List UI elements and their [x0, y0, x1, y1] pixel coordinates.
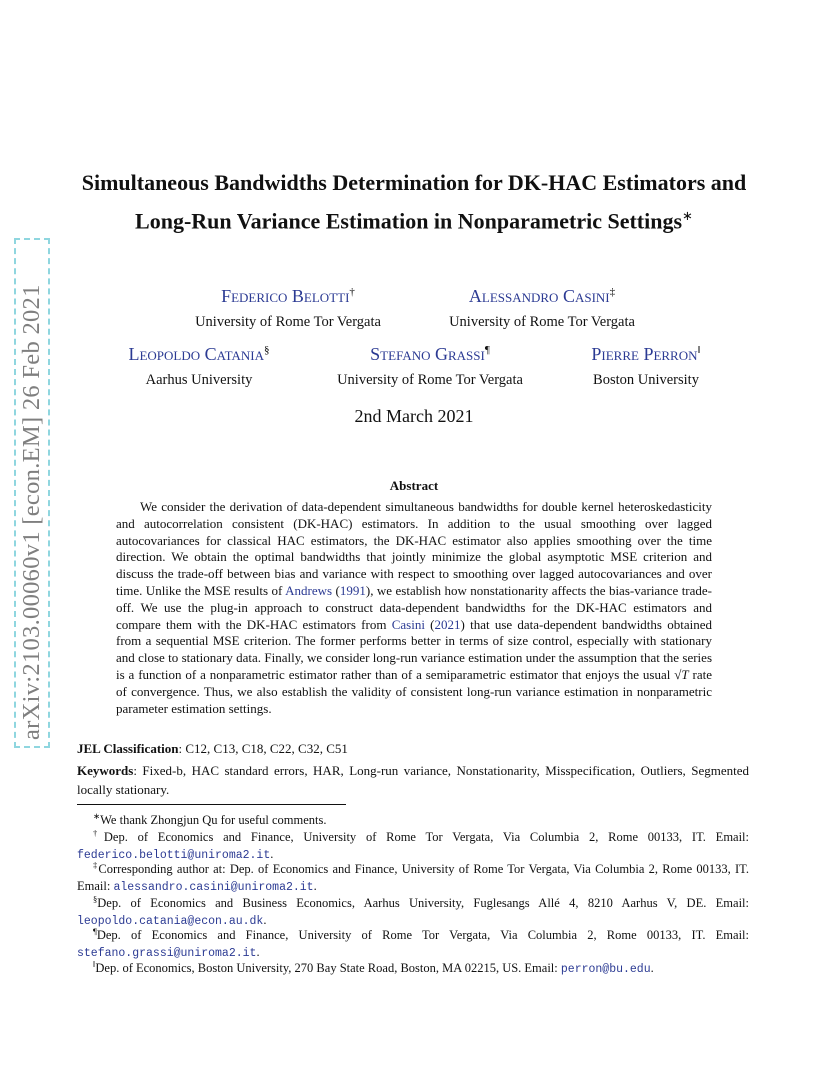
affiliation-grassi: University of Rome Tor Vergata: [337, 372, 523, 388]
author-name: Federico Belotti: [221, 286, 350, 306]
footnote-text: Dep. of Economics and Finance, University of Rome Tor Vergata, Via Columbia 2, Rome 00133, IT. Email:: [96, 928, 749, 943]
affiliation-casini: University of Rome Tor Vergata: [449, 314, 635, 330]
abstract-text: ), we establish how nonstationarity affects the bias-variance trade-off. We use the plug-in approach to construct data-dependent bandwidths for the DK-HAC estimators and compare them with the DK-HAC estimators from: [116, 582, 713, 632]
email-link[interactable]: stefano.grassi@uniroma2.it: [77, 946, 257, 960]
author-mark: †: [349, 286, 355, 298]
footnote-end: .: [313, 878, 317, 893]
author-mark: ¶: [484, 344, 490, 356]
author-name: Alessandro Casini: [468, 286, 610, 306]
abstract-body: [116, 499, 712, 717]
abstract-text: (: [424, 616, 435, 632]
footnote-text: Dep. of Economics, Boston University, 270 Bay State Road, Boston, MA 02215, US. Email:: [95, 961, 561, 976]
citation-year-link[interactable]: 1991: [339, 582, 366, 598]
author-mark: ‡: [609, 286, 616, 298]
paper-title: [60, 166, 768, 237]
keywords: [77, 761, 749, 799]
citation-link[interactable]: Casini: [391, 616, 425, 632]
paper-date: 2nd March 2021: [354, 406, 474, 426]
footnote-mark: ¶: [93, 926, 97, 936]
author-mark: §: [264, 344, 270, 356]
sqrt-t-math: √T: [674, 666, 689, 682]
title-footnote-mark: ∗: [682, 208, 693, 223]
email-link[interactable]: leopoldo.catania@econ.au.dk: [77, 914, 264, 928]
footnote-text: Dep. of Economics and Finance, University of Rome Tor Vergata, Via Columbia 2, Rome 00133, IT. Email:: [103, 830, 750, 845]
jel-classification: [77, 739, 749, 758]
author-belotti[interactable]: [168, 286, 408, 307]
keywords-text: : Fixed-b, HAC standard errors, HAR, Long-run variance, Nonstationarity, Misspecification, Outliers, Segmented locally stationary.: [77, 763, 749, 797]
footnote-6: [77, 956, 749, 979]
affiliation-catania: Aarhus University: [145, 372, 253, 388]
footnote-end: .: [650, 961, 654, 976]
footnote-mark: ‡: [93, 860, 99, 870]
author-perron[interactable]: [556, 344, 736, 365]
abstract-text: We consider the derivation of data-dependent simultaneous bandwidths for double kernel heteroskedasticity and autocorrelation consistent (DK-HAC) estimators. In addition to the usual smoothing over lagged autocovariances for classical HAC estimators, the DK-HAC estimator also applies smoothing over the time direction. We obtain the optimal bandwidths that jointly minimize the global asymptotic MSE criterion and discuss the trade-off between bias and variance with respect to smoothing over lagged autocovariances and over time. Unlike the MSE results of: [116, 499, 712, 598]
footnote-rule: [77, 804, 346, 805]
footnote-end: .: [263, 912, 267, 927]
footnote-text: Dep. of Economics and Business Economics, Aarhus University, Fuglesangs Allé 4, 8210 Aarhus V, DE. Email:: [97, 896, 749, 911]
abstract-text: (: [332, 582, 340, 598]
author-catania[interactable]: [90, 344, 308, 365]
email-link[interactable]: federico.belotti@uniroma2.it: [77, 848, 271, 862]
footnote-text: We thank Zhongjun Qu for useful comments.: [100, 813, 327, 828]
author-name: Stefano Grassi: [370, 344, 485, 364]
footnote-mark: ‖: [93, 959, 96, 969]
email-link[interactable]: perron@bu.edu: [560, 963, 651, 977]
author-name: Pierre Perron: [591, 344, 698, 364]
email-link[interactable]: alessandro.casini@uniroma2.it: [113, 880, 314, 894]
footnote-mark: †: [93, 828, 104, 838]
keywords-label: Keywords: [77, 763, 134, 778]
footnote-end: .: [256, 944, 260, 959]
footnote-text: Corresponding author at: Dep. of Economics and Finance, University of Rome Tor Vergata, Via Columbia 2, Rome 00133, IT. Email:: [77, 862, 749, 893]
affiliation-belotti: University of Rome Tor Vergata: [195, 314, 381, 330]
jel-codes: : C12, C13, C18, C22, C32, C51: [178, 741, 348, 756]
title-text: Simultaneous Bandwidths Determination for DK-HAC Estimators and Long-Run Variance Estimation in Nonparametric Settings: [81, 170, 747, 234]
author-name: Leopoldo Catania: [128, 344, 264, 364]
arxiv-stamp[interactable]: arXiv:2103.00060v1 [econ.EM] 26 Feb 2021: [18, 284, 45, 740]
jel-label: JEL Classification: [77, 741, 179, 756]
footnote-mark: ∗: [93, 811, 101, 821]
author-grassi[interactable]: [318, 344, 542, 365]
affiliation-perron: Boston University: [593, 372, 699, 388]
footnote-end: .: [270, 846, 274, 861]
footnote-mark: §: [93, 894, 98, 904]
author-casini[interactable]: [422, 286, 662, 307]
citation-year-link[interactable]: 2021: [434, 616, 461, 632]
abstract-text: ) that use data-dependent bandwidths obtained from a sequential MSE criterion. The former performs better in terms of size control, especially with stationary and close to stationary data. Finally, we consider long-run variance estimation under the assumption that the series is a function of a nonparametric estimator rather than of a semiparametric estimator that enjoys the usual: [116, 616, 712, 682]
abstract-text: rate of convergence. Thus, we also establish the validity of consistent long-run variance estimation in nonparametric parameter estimation settings.: [116, 666, 712, 716]
abstract-heading: Abstract: [389, 478, 439, 493]
citation-link[interactable]: Andrews: [285, 582, 333, 598]
author-mark: ‖: [697, 344, 701, 356]
